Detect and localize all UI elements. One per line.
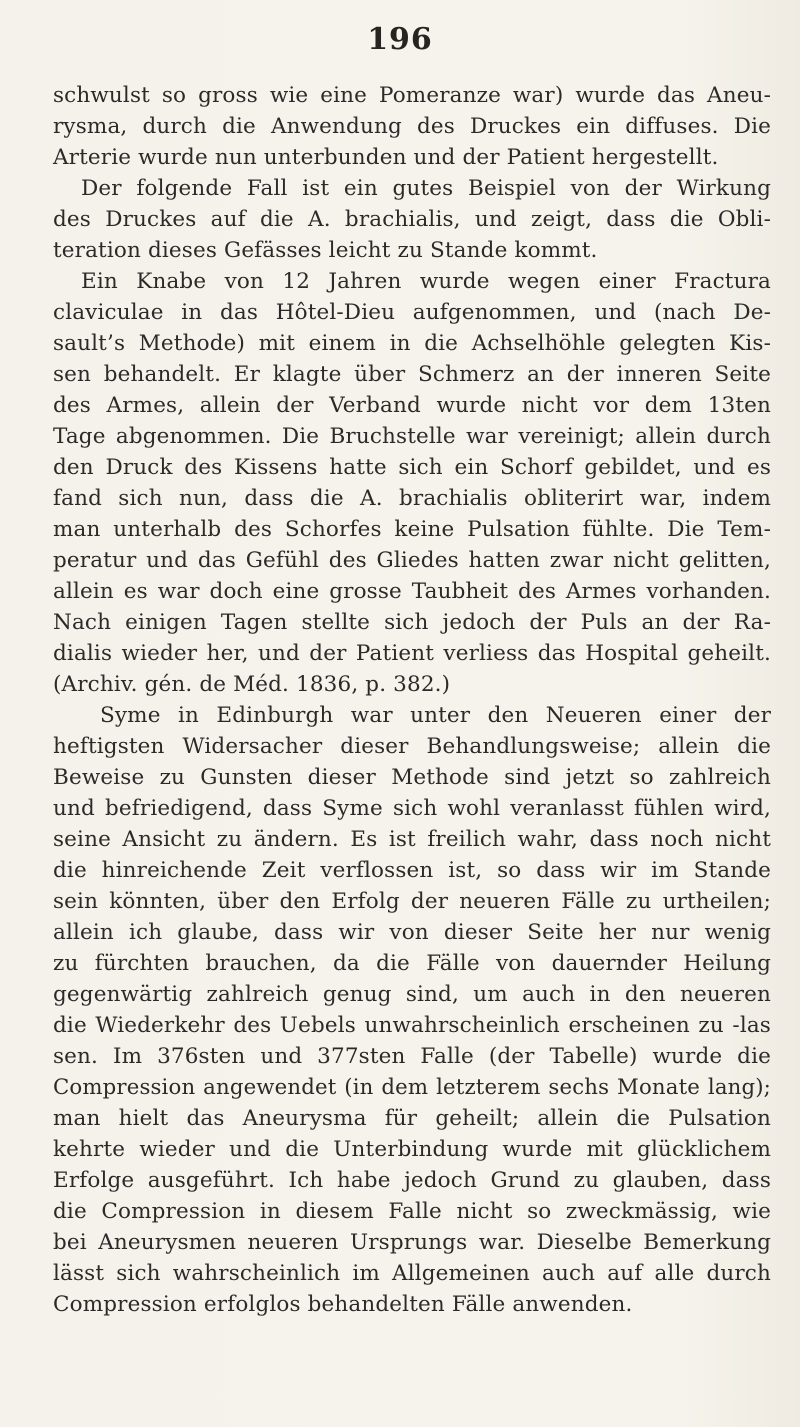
text-line: Compression angewendet (in dem letzterem sechs Monate lang); — [53, 1075, 771, 1100]
text-line: zu fürchten brauchen, da die Fälle von dauernder Heilung — [53, 951, 771, 976]
text-line: sein könnten, über den Erfolg der neueren Fälle zu urtheilen; — [53, 889, 771, 914]
text-line: Compression erfolglos behandelten Fälle anwenden. — [53, 1292, 633, 1317]
text-line: sen behandelt. Er klagte über Schmerz an der inneren Seite — [53, 362, 771, 387]
text-line: heftigsten Widersacher dieser Behandlungsweise; allein die — [53, 734, 771, 759]
text-line: (Archiv. gén. de Méd. 1836, p. 382.) — [53, 672, 451, 697]
text-line: peratur und das Gefühl des Gliedes hatten zwar nicht gelitten, — [53, 548, 771, 573]
text-line: allein ich glaube, dass wir von dieser Seite her nur wenig — [53, 920, 771, 945]
text-line: Nach einigen Tagen stellte sich jedoch der Puls an der Ra- — [53, 610, 771, 635]
text-line: die Compression in diesem Falle nicht so zweckmässig, wie — [53, 1199, 771, 1224]
text-line: schwulst so gross wie eine Pomeranze war) wurde das Aneu- — [53, 83, 771, 108]
text-line: lässt sich wahrscheinlich im Allgemeinen auch auf alle durch — [53, 1261, 771, 1286]
text-line: seine Ansicht zu ändern. Es ist freilich wahr, dass noch nicht — [53, 827, 771, 852]
text-line: teration dieses Gefässes leicht zu Stande kommt. — [53, 238, 598, 263]
text-line: des Armes, allein der Verband wurde nicht vor dem 13ten — [53, 393, 771, 418]
text-line: Beweise zu Gunsten dieser Methode sind jetzt so zahlreich — [53, 765, 771, 790]
text-line: man unterhalb des Schorfes keine Pulsation fühlte. Die Tem- — [53, 517, 771, 542]
text-line: bei Aneurysmen neueren Ursprungs war. Dieselbe Bemerkung — [53, 1230, 771, 1255]
text-line: kehrte wieder und die Unterbindung wurde mit glücklichem — [53, 1137, 771, 1162]
text-line: Der folgende Fall ist ein gutes Beispiel von der Wirkung — [81, 176, 771, 201]
text-line: Ein Knabe von 12 Jahren wurde wegen einer Fractura — [81, 269, 771, 294]
body-text — [53, 80, 771, 1320]
text-line: claviculae in das Hôtel-Dieu aufgenommen, und (nach De- — [53, 300, 771, 325]
text-line: und befriedigend, dass Syme sich wohl veranlasst fühlen wird, — [53, 796, 771, 821]
text-line: die hinreichende Zeit verflossen ist, so dass wir im Stande — [53, 858, 771, 883]
text-line: die Wiederkehr des Uebels unwahrscheinlich erscheinen zu -las — [53, 1013, 771, 1038]
text-line: rysma, durch die Anwendung des Druckes ein diffuses. Die — [53, 114, 771, 139]
text-line: allein es war doch eine grosse Taubheit des Armes vorhanden. — [53, 579, 771, 604]
text-line: sen. Im 376sten und 377sten Falle (der Tabelle) wurde die — [53, 1044, 771, 1069]
text-line: den Druck des Kissens hatte sich ein Schorf gebildet, und es — [53, 455, 771, 480]
page-number: 196 — [367, 22, 433, 57]
text-line: man hielt das Aneurysma für geheilt; allein die Pulsation — [53, 1106, 771, 1131]
text-line: gegenwärtig zahlreich genug sind, um auch in den neueren — [53, 982, 771, 1007]
text-line: dialis wieder her, und der Patient verliess das Hospital geheilt. — [53, 641, 771, 666]
text-line: des Druckes auf die A. brachialis, und zeigt, dass die Obli- — [53, 207, 771, 232]
text-line: fand sich nun, dass die A. brachialis obliterirt war, indem — [53, 486, 771, 511]
text-line: Erfolge ausgeführt. Ich habe jedoch Grund zu glauben, dass — [53, 1168, 771, 1193]
text-line: sault’s Methode) mit einem in die Achselhöhle gelegten Kis- — [53, 331, 771, 356]
text-line: Syme in Edinburgh war unter den Neueren einer der — [100, 703, 771, 728]
text-line: Tage abgenommen. Die Bruchstelle war vereinigt; allein durch — [53, 424, 771, 449]
text-line: Arterie wurde nun unterbunden und der Patient hergestellt. — [53, 145, 719, 170]
